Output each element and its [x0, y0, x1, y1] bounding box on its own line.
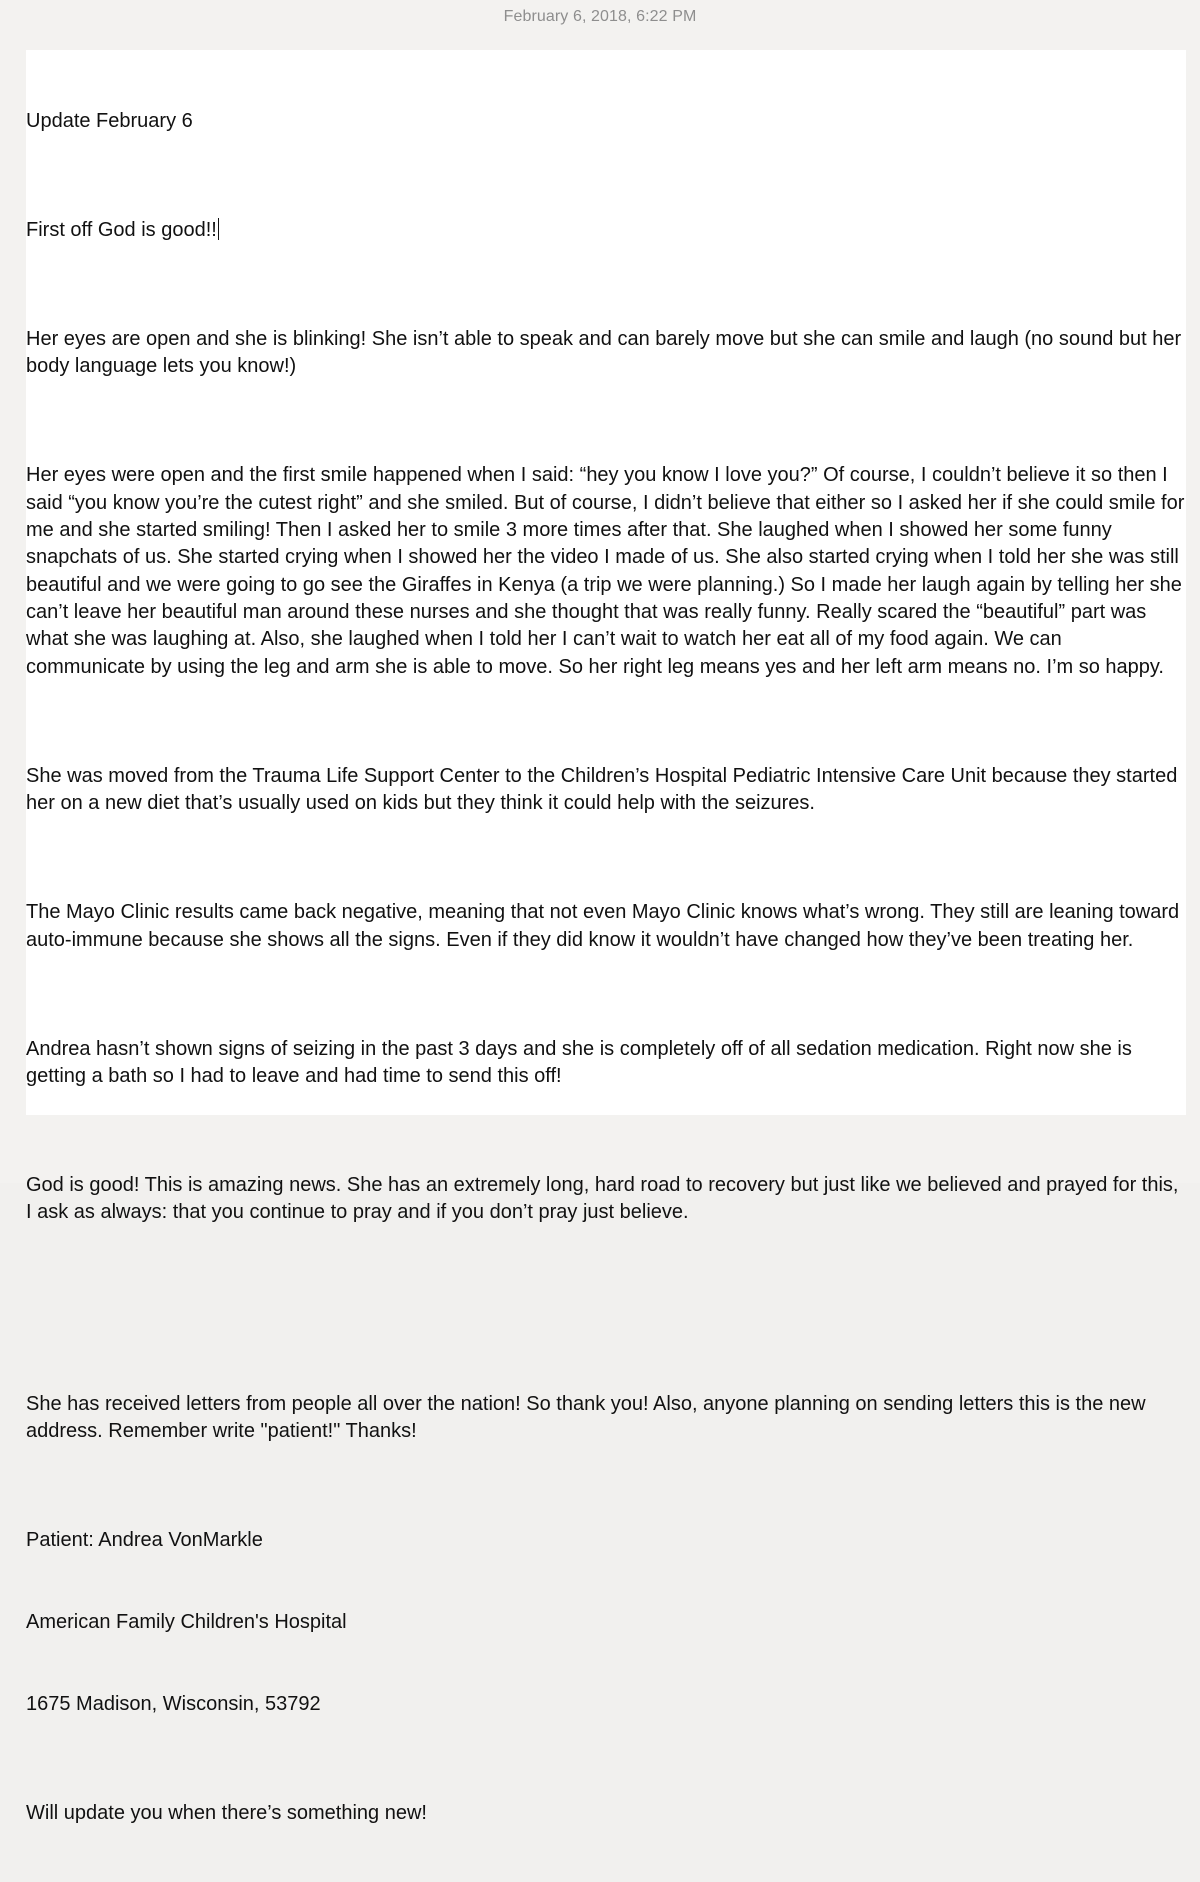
- address-street: 1675 Madison, Wisconsin, 53792: [26, 1692, 321, 1715]
- note-editor[interactable]: [26, 50, 1190, 1824]
- note-paragraph: Her eyes are open and she is blinking! She isn’t able to speak and can barely move but she can smile and laugh (no sound but her body language lets you know!): [26, 327, 1187, 378]
- note-title: Update February 6: [26, 109, 193, 132]
- address-patient: Patient: Andrea VonMarkle: [26, 1529, 263, 1552]
- note-paragraph: Her eyes were open and the first smile happened when I said: “hey you know I love you?” Of course, I couldn’t believe it so then I said “you know you’re the cutest right” and she smiled. But of course, I didn’t believe that either so I asked her if she could smile for me and she started smiling! Then I asked her to smile 3 more times after that. She laughed when I showed her some funny snapchats of us. She started crying when I showed her the video I made of us. She also started crying when I told her she was still beautiful and we were going to go see the Giraffes in Kenya (a trip we were planning.) So I made her laugh again by telling her she can’t leave her beautiful man around these nurses and she thought that was really funny. Really scared the “beautiful” part was what she was laughing at. Also, she laughed when I told her I can’t wait to watch her eat all of my food again. We can communicate by using the leg and arm she is able to move. So her right leg means yes and her left arm means no. I’m so happy.: [26, 464, 1190, 678]
- note-paragraph: Andrea hasn’t shown signs of seizing in the past 3 days and she is completely off of all sedation medication. Right now she is getting a bath so I had to leave and had time to send this off!: [26, 1037, 1138, 1087]
- note-paragraph-text: First off God is good!!: [26, 218, 217, 241]
- text-cursor: [218, 218, 219, 240]
- note-paragraph: God is good! This is amazing news. She has an extremely long, hard road to recovery but just like we believed and prayed for this, I ask as always: that you continue to pray and if you don’t pray just believe.: [26, 1174, 1185, 1224]
- blank-line: [26, 1309, 1186, 1336]
- note-paragraph: She was moved from the Trauma Life Support Center to the Children’s Hospital Pediatric Intensive Care Unit because they started her on a new diet that’s usually used on kids but they think it could help with the seizures.: [26, 764, 1183, 815]
- note-timestamp: February 6, 2018, 6:22 PM: [503, 8, 697, 25]
- note-closing: Will update you when there’s something new!: [26, 1802, 427, 1824]
- address-hospital: American Family Children's Hospital: [26, 1610, 347, 1633]
- note-body[interactable]: [26, 53, 1190, 1882]
- note-paragraph: The Mayo Clinic results came back negative, meaning that not even Mayo Clinic knows what’s wrong. They still are leaning toward auto-immune because she shows all the signs. Even if they did know it wouldn’t have changed how they’ve been treating her.: [26, 901, 1185, 951]
- note-paragraph: She has received letters from people all over the nation! So thank you! Also, anyone planning on sending letters this is the new address. Remember write "patient!" Thanks!: [26, 1392, 1152, 1442]
- note-paragraph: [26, 217, 1186, 244]
